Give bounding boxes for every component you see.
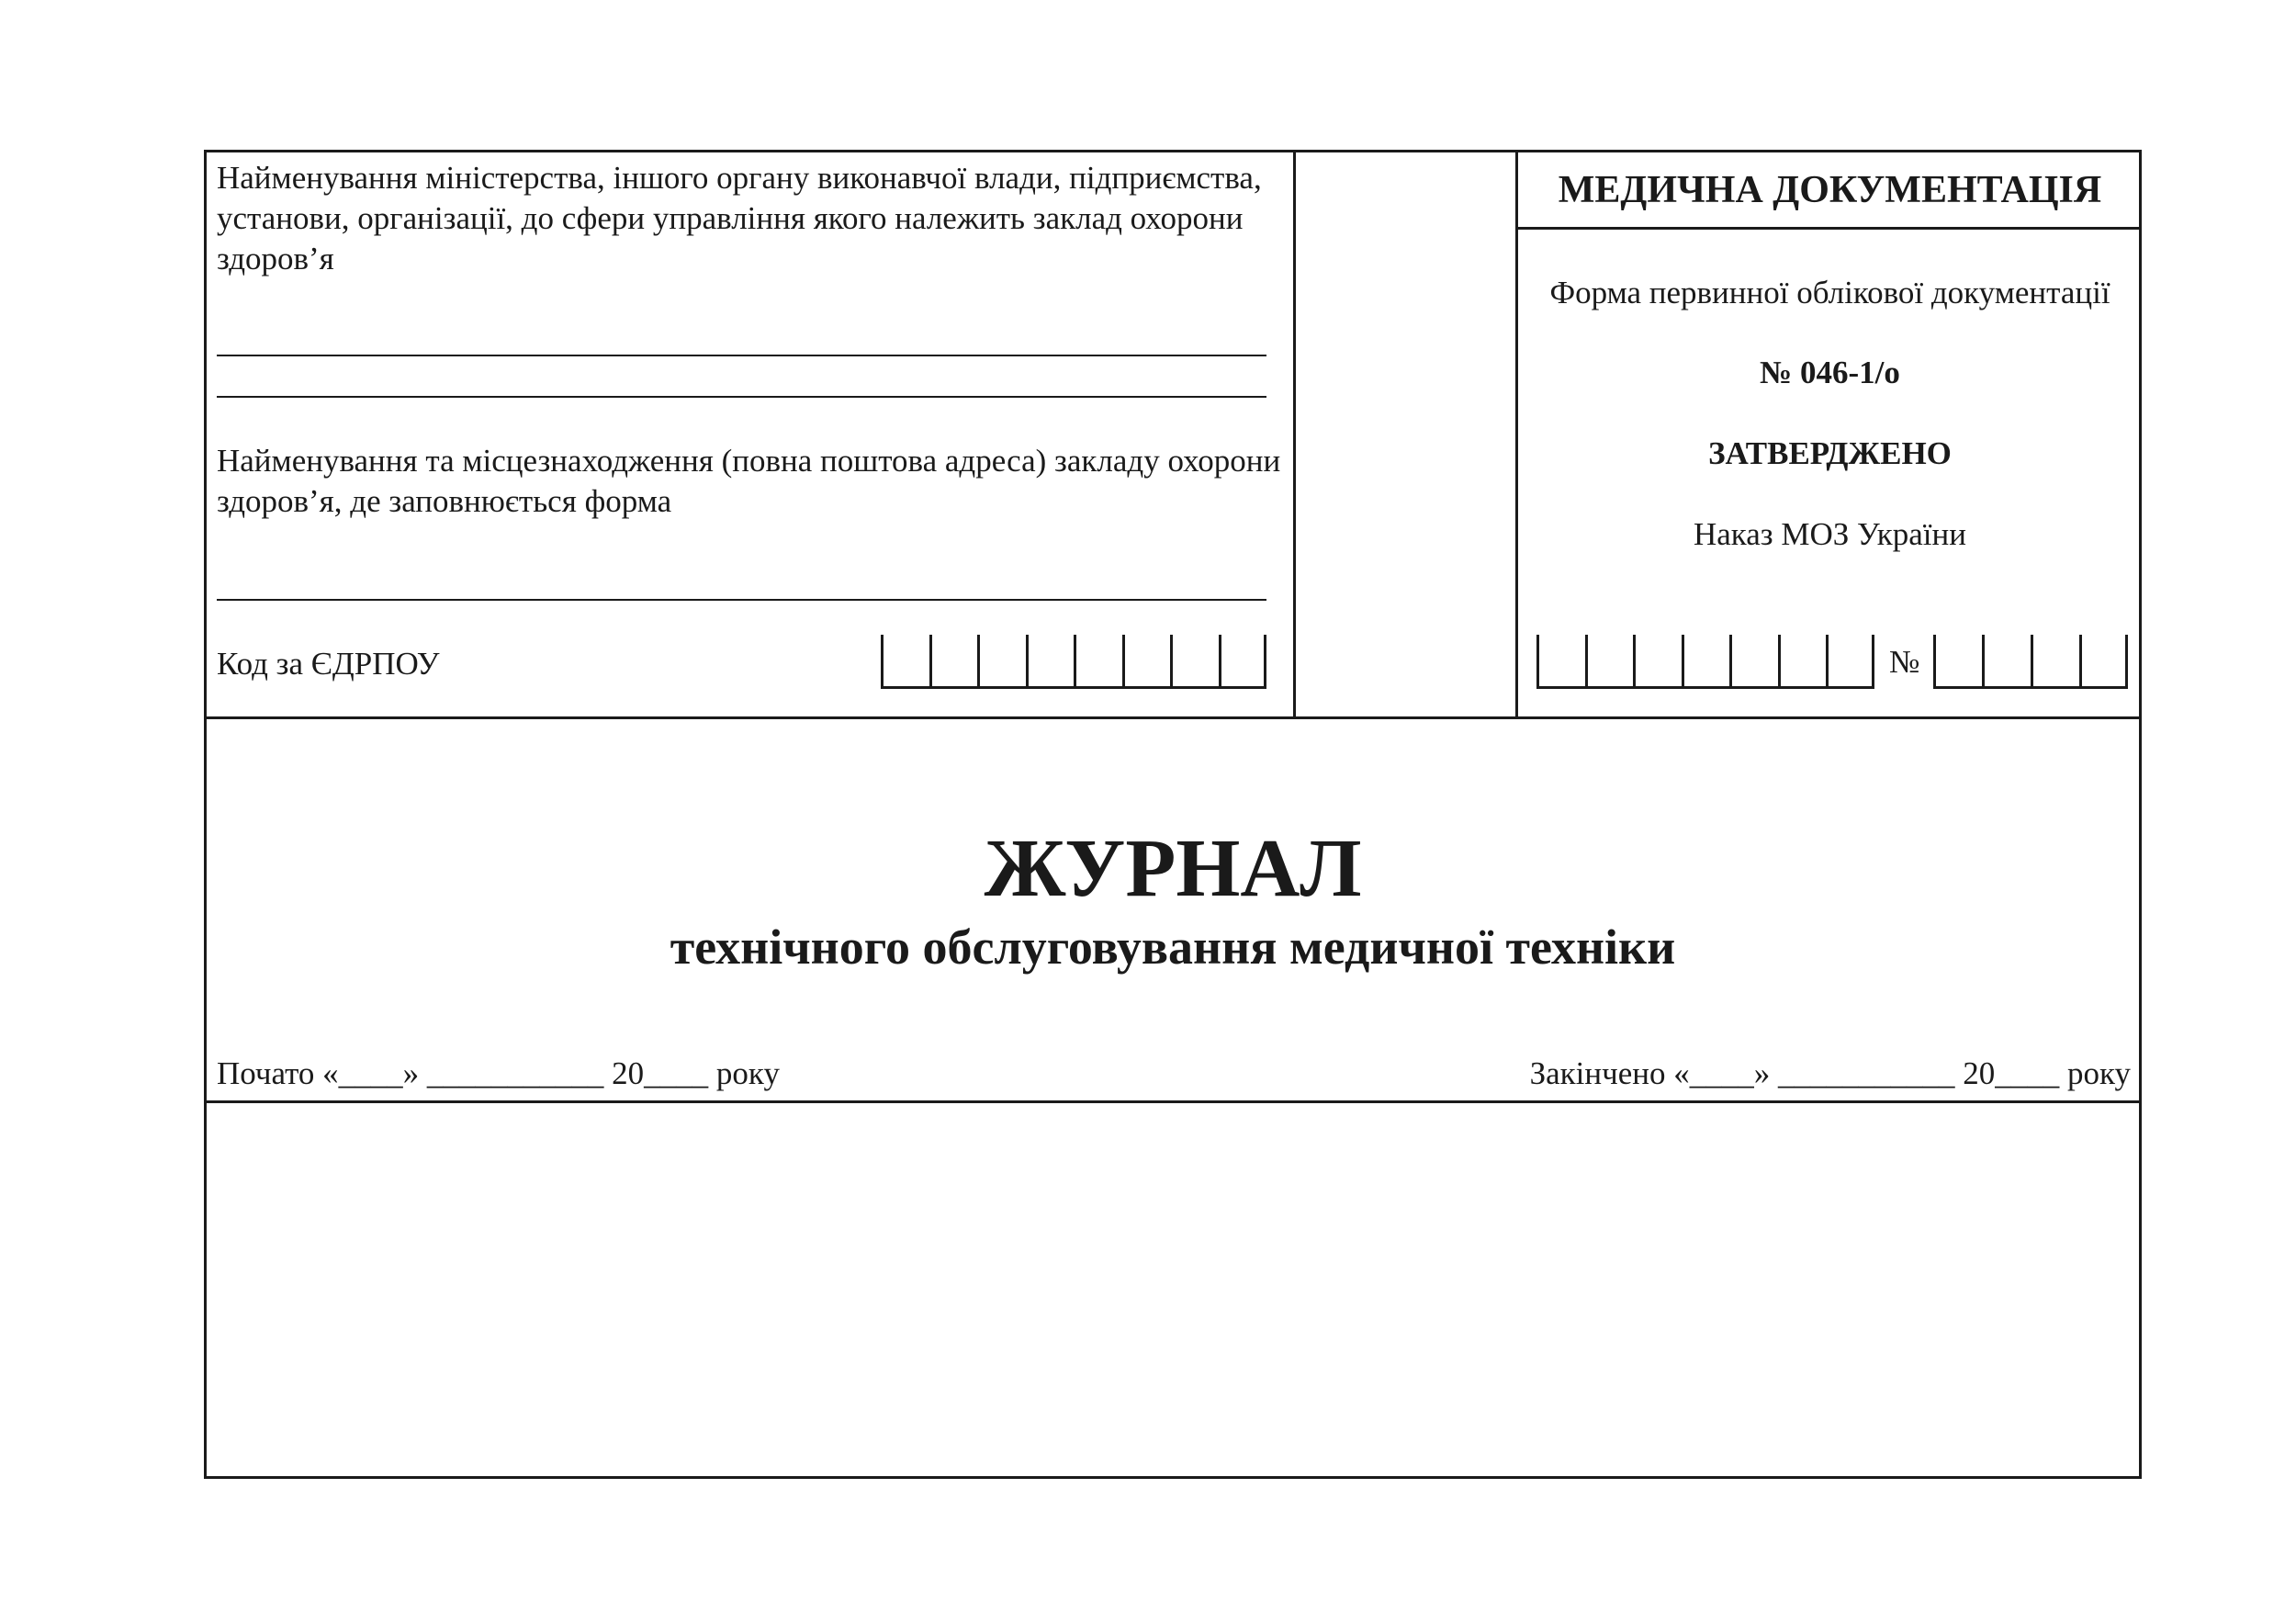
stamp-title-divider	[1515, 227, 2142, 230]
cell-divider	[1933, 635, 1936, 686]
header-divider-left	[1293, 152, 1296, 718]
cell-divider	[1682, 635, 1684, 686]
header-bottom-divider	[207, 716, 2139, 719]
cell-divider	[1729, 635, 1732, 686]
cell-divider	[977, 635, 980, 686]
form-number: № 046-1/о	[1760, 355, 1900, 390]
cell-divider	[1585, 635, 1588, 686]
cell-divider	[1982, 635, 1985, 686]
ministry-fill-line-1[interactable]	[217, 355, 1266, 356]
cell-divider	[1778, 635, 1781, 686]
ministry-caption: Найменування міністерства, іншого органу виконавчої влади, підприємства, установи, організації, до сфери управління якого належить заклад охорони здоров’я	[217, 160, 1262, 276]
cell-divider	[1264, 635, 1266, 686]
cell-divider	[1170, 635, 1173, 686]
institution-caption: Найменування та місцезнаходження (повна поштова адреса) закладу охорони здоров’я, де заповнюється форма	[217, 443, 1281, 519]
journal-subtitle: технічного обслуговування медичної техніки	[670, 919, 1676, 975]
edrpou-label: Код за ЄДРПОУ	[217, 646, 440, 682]
cell-divider	[1074, 635, 1076, 686]
ministry-fill-line-2[interactable]	[217, 396, 1266, 398]
finished-date[interactable]: Закінчено «____» ___________ 20____ року	[1529, 1055, 2131, 1091]
order-date-cells[interactable]	[1536, 637, 1874, 689]
cell-divider	[1026, 635, 1029, 686]
cell-divider	[1826, 635, 1829, 686]
cell-divider	[2079, 635, 2082, 686]
cell-divider	[2125, 635, 2128, 686]
cell-divider	[1122, 635, 1125, 686]
cell-divider	[881, 635, 884, 686]
cell-divider	[1633, 635, 1636, 686]
order-label: Наказ МОЗ України	[1693, 516, 1966, 552]
cell-divider	[1872, 635, 1874, 686]
stamp-title: МЕДИЧНА ДОКУМЕНТАЦІЯ	[1558, 169, 2102, 211]
institution-fill-line[interactable]	[217, 599, 1266, 601]
journal-title: ЖУРНАЛ	[984, 823, 1362, 914]
approved-label: ЗАТВЕРДЖЕНО	[1708, 435, 1952, 471]
cell-divider	[1219, 635, 1221, 686]
cell-divider	[929, 635, 932, 686]
started-date[interactable]: Почато «____» ___________ 20____ року	[217, 1055, 780, 1091]
cell-divider	[2031, 635, 2033, 686]
edrpou-code-cells[interactable]	[881, 637, 1266, 689]
order-number-cells[interactable]	[1933, 637, 2128, 689]
dates-bottom-divider	[207, 1100, 2139, 1103]
order-number-sign: №	[1889, 644, 1920, 680]
cell-divider	[1536, 635, 1539, 686]
form-frame	[204, 150, 2142, 1479]
form-type-label: Форма первинної облікової документації	[1549, 275, 2110, 310]
